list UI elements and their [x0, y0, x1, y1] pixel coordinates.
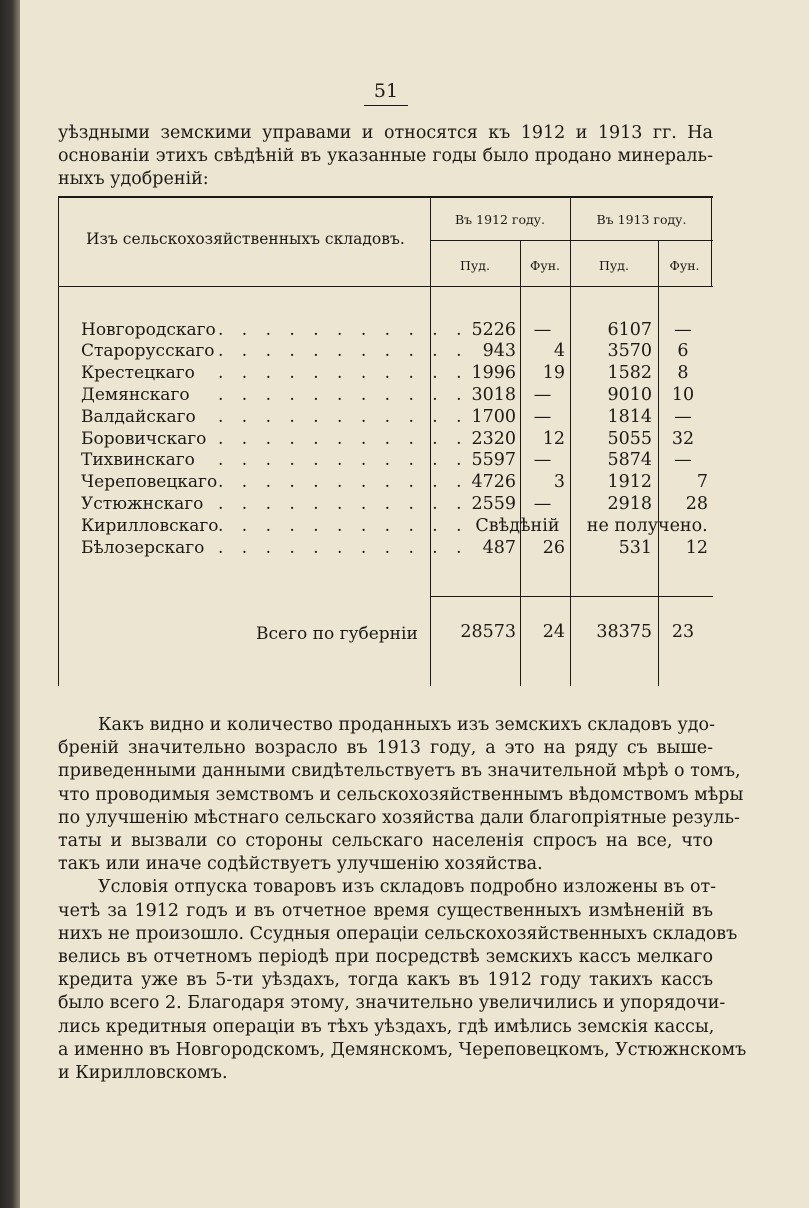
table-left-rule — [58, 196, 59, 686]
cell-fun-1912: — — [533, 385, 552, 405]
cell-pud-1912: 3018 — [471, 385, 516, 405]
leader-dots: . . . . . . . . . . . — [218, 516, 468, 536]
body-line: а именно въ Новгородскомъ, Демянскомъ, Череповецкомъ, Устюжнскомъ — [58, 1039, 747, 1060]
body-line: что проводимыя земствомъ и сельскохозяйственнымъ вѣдомствомъ мѣры — [58, 784, 744, 805]
cell-fun-1912: 12 — [542, 429, 565, 449]
fertilizer-sales-table — [58, 196, 713, 686]
cell-fun-1913: 8 — [677, 363, 689, 383]
row-name-cherepovets: Череповецкаго — [81, 472, 218, 492]
table-right-rule — [711, 196, 712, 286]
total-fun-1913: 23 — [671, 622, 695, 642]
header-fun-1912: Фун. — [529, 258, 561, 273]
cell-pud-1913: 6107 — [607, 320, 652, 340]
cell-pud-1912: 943 — [482, 341, 516, 361]
table-top-rule — [58, 196, 713, 198]
cell-pud-1912: Свѣд — [475, 516, 520, 536]
row-name-krestsy: Крестецкаго — [81, 363, 195, 383]
body-line: было всего 2. Благодаря этому, значительно увеличились и упорядочи- — [58, 993, 726, 1014]
leader-dots: . . . . . . . . . . . — [218, 363, 468, 383]
body-line: велись въ отчетномъ періодѣ при посредствѣ земскихъ кассъ мелкаго — [58, 947, 713, 968]
row-name-belozersk: Бѣлозерскаго — [81, 538, 205, 558]
intro-line: ныхъ удобреній: — [58, 169, 209, 189]
row-name-valday: Валдайскаго — [81, 407, 196, 427]
total-pud-1912: 28573 — [460, 622, 516, 642]
total-rule — [430, 596, 713, 597]
cell-pud-1912: 2559 — [471, 494, 516, 514]
body-line: Какъ видно и количество проданныхъ изъ земскихъ складовъ удо- — [98, 715, 715, 735]
cell-fun-1913: чено. — [658, 516, 708, 536]
leader-dots: . . . . . . . . . . . — [218, 320, 468, 340]
leader-dots: . . . . . . . . . . . — [218, 450, 468, 470]
leader-dots: . . . . . . . . . . . — [218, 385, 468, 405]
body-paragraphs — [58, 714, 747, 1085]
page-number-underline — [364, 105, 408, 106]
cell-fun-1913: 32 — [671, 429, 695, 449]
body-line: и Кирилловскомъ. — [58, 1063, 228, 1084]
cell-fun-1913: 10 — [671, 385, 695, 405]
cell-fun-1912: 4 — [553, 341, 565, 361]
cell-pud-1913: не полу — [586, 516, 658, 536]
cell-fun-1912: — — [533, 450, 552, 470]
body-line: четѣ за 1912 годъ и въ отчетное время существенныхъ измѣненій въ — [58, 900, 713, 921]
header-warehouses: Изъ сельскохозяйственныхъ складовъ. — [86, 230, 405, 248]
body-line: приведенными данными свидѣтельствуетъ въ значительной мѣрѣ о томъ, — [58, 761, 741, 782]
cell-fun-1913: — — [674, 450, 692, 470]
header-year-rule — [430, 240, 713, 241]
row-name-tikhvin: Тихвинскаго — [81, 450, 195, 470]
total-pud-1913: 38375 — [596, 622, 652, 642]
header-pud-1913: Пуд. — [599, 258, 629, 273]
body-line: кредита уже въ 5-ти уѣздахъ, тогда какъ въ 1912 году такихъ кассъ — [58, 970, 713, 991]
row-name-borovichi: Боровичскаго — [81, 429, 207, 449]
cell-pud-1913: 9010 — [607, 385, 652, 405]
cell-fun-1912: 26 — [542, 538, 565, 558]
intro-line: уѣздными земскими управами и относятся къ 1912 и 1913 гг. На — [58, 123, 713, 143]
cell-pud-1912: 1996 — [471, 363, 516, 383]
cell-pud-1913: 5874 — [607, 450, 652, 470]
cell-fun-1912: 3 — [553, 472, 565, 492]
intro-line: основаніи этихъ свѣдѣній въ указанные годы было продано минераль- — [58, 146, 713, 166]
cell-pud-1913: 1912 — [607, 472, 652, 492]
page-number: 51 — [373, 80, 399, 102]
row-name-ustyuzhna: Устюжнскаго — [81, 494, 204, 514]
intro-paragraph — [58, 122, 713, 191]
leader-dots: . . . . . . . . . . . — [218, 494, 468, 514]
cell-pud-1913: 5055 — [607, 429, 652, 449]
body-line: лись кредитныя операціи въ тѣхъ уѣздахъ, гдѣ имѣлись земскія кассы, — [58, 1016, 715, 1037]
cell-fun-1912: — — [533, 494, 552, 514]
leader-dots: . . . . . . . . . . . — [218, 407, 468, 427]
row-name-demyansk: Демянскаго — [81, 385, 190, 405]
body-line: нихъ не произошло. Ссудныя операціи сельскохозяйственныхъ складовъ — [58, 923, 738, 944]
leader-dots: . . . . . . . . . . . — [218, 472, 468, 492]
book-spine — [0, 0, 20, 1208]
header-year-1913: Въ 1913 году. — [596, 212, 687, 227]
header-year-1912: Въ 1912 году. — [455, 212, 545, 227]
body-line: такъ или иначе содѣйствуетъ улучшенію хозяйства. — [58, 854, 543, 875]
total-label: Всего по губерніи — [256, 624, 418, 644]
cell-pud-1912: 5597 — [471, 450, 516, 470]
row-name-staraya-russa: Старорусскаго — [81, 341, 215, 361]
cell-fun-1913: 6 — [677, 341, 689, 361]
cell-pud-1913: 1582 — [607, 363, 652, 383]
cell-fun-1913: 12 — [685, 538, 708, 558]
total-fun-1912: 24 — [542, 622, 565, 642]
cell-fun-1912: ѣній — [520, 516, 560, 536]
body-line: бреній значительно возрасло въ 1913 году, а это на ряду съ выше- — [58, 738, 713, 759]
cell-fun-1912: 19 — [542, 363, 565, 383]
cell-fun-1913: — — [674, 407, 692, 427]
cell-fun-1913: 28 — [685, 494, 708, 514]
body-line: таты и вызвали со стороны сельскаго населенія спросъ на все, что — [58, 831, 713, 852]
leader-dots: . . . . . . . . . . . — [218, 429, 468, 449]
cell-pud-1912: 2320 — [471, 429, 516, 449]
cell-fun-1913: 7 — [696, 472, 708, 492]
row-name-novgorod: Новгородскаго — [81, 320, 216, 340]
header-fun-1913: Фун. — [669, 258, 700, 273]
cell-pud-1913: 2918 — [607, 494, 652, 514]
cell-pud-1913: 3570 — [607, 341, 652, 361]
cell-pud-1912: 1700 — [471, 407, 516, 427]
cell-pud-1912: 4726 — [471, 472, 516, 492]
header-bottom-rule — [58, 286, 713, 287]
body-line: по улучшенію мѣстнаго сельскаго хозяйства дали благопріятные резуль- — [58, 807, 740, 828]
cell-fun-1912: — — [533, 320, 552, 340]
row-name-kirillov: Кирилловскаго — [81, 516, 219, 536]
leader-dots: . . . . . . . . . . . — [218, 538, 468, 558]
cell-pud-1913: 531 — [618, 538, 652, 558]
cell-pud-1912: 487 — [482, 538, 516, 558]
cell-fun-1912: — — [533, 407, 552, 427]
header-pud-1912: Пуд. — [460, 258, 490, 273]
cell-fun-1913: — — [674, 320, 692, 340]
cell-pud-1912: 5226 — [471, 320, 516, 340]
leader-dots: . . . . . . . . . . . — [218, 341, 468, 361]
cell-pud-1913: 1814 — [607, 407, 652, 427]
body-line: Условія отпуска товаровъ изъ складовъ подробно изложены въ от- — [98, 877, 717, 898]
